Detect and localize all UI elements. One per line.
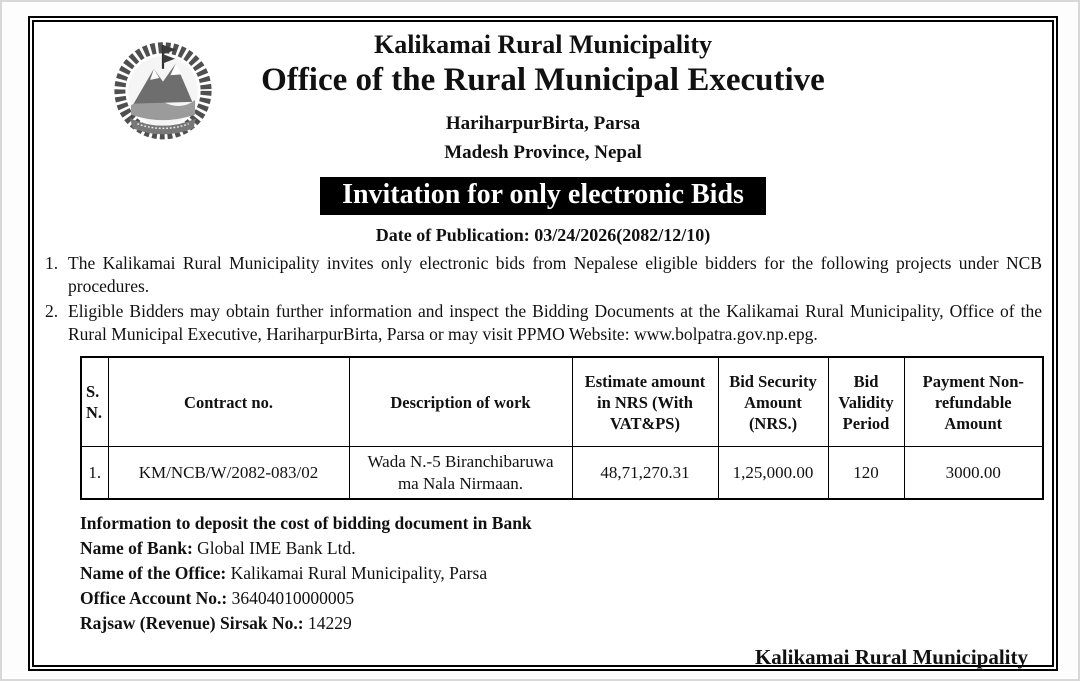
header-row <box>81 357 1043 447</box>
cell-payment: 3000.00 <box>904 447 1043 499</box>
publication-date-value: 03/24/2026(2082/12/10) <box>534 224 711 245</box>
invitation-banner: Invitation for only electronic Bids <box>320 177 766 215</box>
notice-item-1 <box>42 252 1042 298</box>
bank-info-section <box>80 511 1042 636</box>
bid-table-body <box>81 447 1043 499</box>
office-name-value: Kalikamai Rural Municipality, Parsa <box>230 562 488 583</box>
table-row <box>81 447 1043 499</box>
col-header-estimate: Estimate amount in NRS (With VAT&PS) <box>572 357 718 447</box>
bank-info-heading: Information to deposit the cost of bidding document in Bank <box>80 512 532 533</box>
notice-text: The Kalikamai Rural Municipality invites only electronic bids from Nepalese eligible bidders for the following projects under NCB procedures. <box>68 252 1042 296</box>
col-header-contract: Contract no. <box>108 357 349 447</box>
cell-sn: 1. <box>81 447 108 499</box>
cell-estimate: 48,71,270.31 <box>572 447 718 499</box>
bank-name-line <box>80 536 1042 561</box>
office-name-label: Name of the Office: <box>80 562 227 583</box>
publication-date-line <box>34 225 1052 246</box>
account-number-label: Office Account No.: <box>80 587 228 608</box>
document-border <box>28 16 1058 671</box>
cell-bid-validity: 120 <box>828 447 904 499</box>
account-number-line <box>80 586 1042 611</box>
footer-signature: Kalikamai Rural Municipality <box>754 644 1028 669</box>
notice-item-2 <box>42 300 1042 346</box>
office-name-line <box>80 561 1042 586</box>
notice-list <box>42 252 1042 346</box>
publication-date-label: Date of Publication: <box>375 224 530 245</box>
revenue-code-value: 14229 <box>307 612 352 633</box>
cell-bid-security: 1,25,000.00 <box>718 447 828 499</box>
province-line: Madesh Province, Nepal <box>444 141 642 163</box>
municipality-emblem-icon <box>108 34 218 144</box>
document-header <box>34 30 1052 164</box>
col-header-payment: Payment Non-refundable Amount <box>904 357 1043 447</box>
bid-table <box>80 356 1044 500</box>
bank-name-label: Name of Bank: <box>80 537 193 558</box>
account-number-value: 36404010000005 <box>231 587 355 608</box>
col-header-bid-security: Bid Security Amount (NRS.) <box>718 357 828 447</box>
revenue-code-line <box>80 611 1042 636</box>
cell-description: Wada N.-5 Biranchibaruwa ma Nala Nirmaan. <box>349 447 572 499</box>
address-line: HariharpurBirta, Parsa <box>445 112 641 134</box>
municipality-title: Kalikamai Rural Municipality <box>373 30 713 59</box>
notice-number: 2. <box>45 300 59 321</box>
notice-text: Eligible Bidders may obtain further information and inspect the Bidding Documents at the Kalikamai Rural Municipality, Office of the Rural Municipal Executive, HariharpurBirta, Parsa or may visit PPMO Website: www.bolpatra.gov.np.epg. <box>68 300 1042 344</box>
bid-table-header <box>81 357 1043 447</box>
col-header-sn: S. N. <box>81 357 108 447</box>
col-header-bid-validity: Bid Validity Period <box>828 357 904 447</box>
bank-name-value: Global IME Bank Ltd. <box>197 537 356 558</box>
cell-contract: KM/NCB/W/2082-083/02 <box>108 447 349 499</box>
col-header-description: Description of work <box>349 357 572 447</box>
notice-number: 1. <box>45 252 59 273</box>
banner-wrap <box>34 177 1052 215</box>
office-title: Office of the Rural Municipal Executive <box>261 61 825 98</box>
revenue-code-label: Rajsaw (Revenue) Sirsak No.: <box>80 612 304 633</box>
